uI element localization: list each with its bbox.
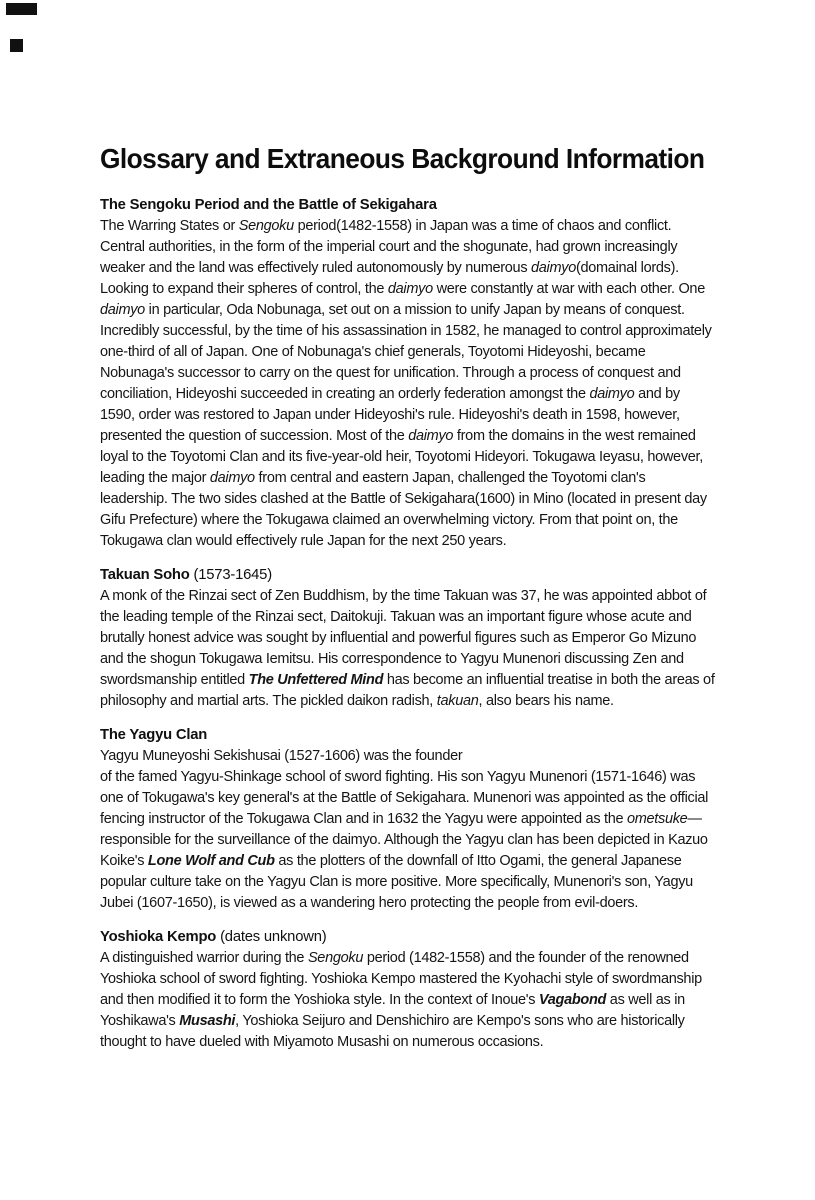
section-heading-yagyu-clan: The Yagyu Clan [100, 726, 208, 743]
section-heading-takuan-soho: Takuan Soho (1573-1645) [100, 566, 272, 583]
section-sengoku-period [100, 195, 715, 552]
registration-mark-square [10, 39, 23, 52]
registration-mark-bar [6, 3, 37, 15]
section-heading-sengoku-period: The Sengoku Period and the Battle of Sekigahara [100, 196, 437, 213]
section-body-takuan-soho: A monk of the Rinzai sect of Zen Buddhism, by the time Takuan was 37, he was appointed abbot of the leading temple of the Rinzai sect, Daitokuji. Takuan was an important figure whose acute and brutally honest advice was sought by influential and powerful figures such as Emperor Go Mizuno and the shogun Tokugawa Iemitsu. His correspondence to Yagyu Munenori discussing Zen and swordsmanship entitled The Unfettered Mind has become an influential treatise in both the areas of philosophy and martial arts. The pickled daikon radish, takuan, also bears his name. [100, 587, 715, 709]
section-heading-yoshioka-kempo: Yoshioka Kempo (dates unknown) [100, 928, 327, 945]
section-body-sengoku-period: The Warring States or Sengoku period(1482-1558) in Japan was a time of chaos and conflict. Central authorities, in the form of the imperial court and the shogunate, had grown increasingly weaker and the land was effectively ruled autonomously by numerous daimyo(domainal lords). Looking to expand their spheres of control, the daimyo were constantly at war with each other. One daimyo in particular, Oda Nobunaga, set out on a mission to unify Japan by means of conquest. Incredibly successful, by the time of his assassination in 1582, he managed to control approximately one-third of all of Japan. One of Nobunaga's chief generals, Toyotomi Hideyoshi, became Nobunaga's successor to carry on the quest for unification. Through a process of conquest and conciliation, Hideyoshi succeeded in creating an orderly federation amongst the daimyo and by 1590, order was restored to Japan under Hideyoshi's rule. Hideyoshi's death in 1598, however, presented the question of succession. Most of the daimyo from the domains in the west remained loyal to the Toyotomi Clan and its five-year-old heir, Toyotomi Hideyori. Tokugawa Ieyasu, however, leading the major daimyo from central and eastern Japan, challenged the Toyotomi clan's leadership. The two sides clashed at the Battle of Sekigahara(1600) in Mino (located in present day Gifu Prefecture) where the Tokugawa claimed an overwhelming victory. From that point on, the Tokugawa clan would effectively rule Japan for the next 250 years. [100, 217, 712, 549]
section-yagyu-clan [100, 725, 715, 914]
section-body-yoshioka-kempo: A distinguished warrior during the Sengoku period (1482-1558) and the founder of the renowned Yoshioka school of sword fighting. Yoshioka Kempo mastered the Kyohachi style of swordmanship and then modified it to form the Yoshioka style. In the context of Inoue's Vagabond as well as in Yoshikawa's Musashi, Yoshioka Seijuro and Denshichiro are Kempo's sons who are historically thought to have dueled with Miyamoto Musashi on numerous occasions. [100, 949, 702, 1050]
glossary-page [100, 0, 715, 1053]
section-takuan-soho [100, 565, 715, 712]
section-body-yagyu-clan: Yagyu Muneyoshi Sekishusai (1527-1606) was the founder of the famed Yagyu-Shinkage school of sword fighting. His son Yagyu Munenori (1571-1646) was one of Tokugawa's key general's at the Battle of Sekigahara. Munenori was appointed as the official fencing instructor of the Tokugawa Clan and in 1632 the Yagyu were appointed as the ometsuke—responsible for the surveillance of the daimyo. Although the Yagyu clan has been depicted in Kazuo Koike's Lone Wolf and Cub as the plotters of the downfall of Itto Ogami, the general Japanese popular culture take on the Yagyu Clan is more positive. More specifically, Munenori's son, Yagyu Jubei (1607-1650), is viewed as a wandering hero protecting the people from evil-doers. [100, 747, 709, 911]
page-title: Glossary and Extraneous Background Information [100, 143, 705, 174]
section-yoshioka-kempo [100, 927, 715, 1053]
